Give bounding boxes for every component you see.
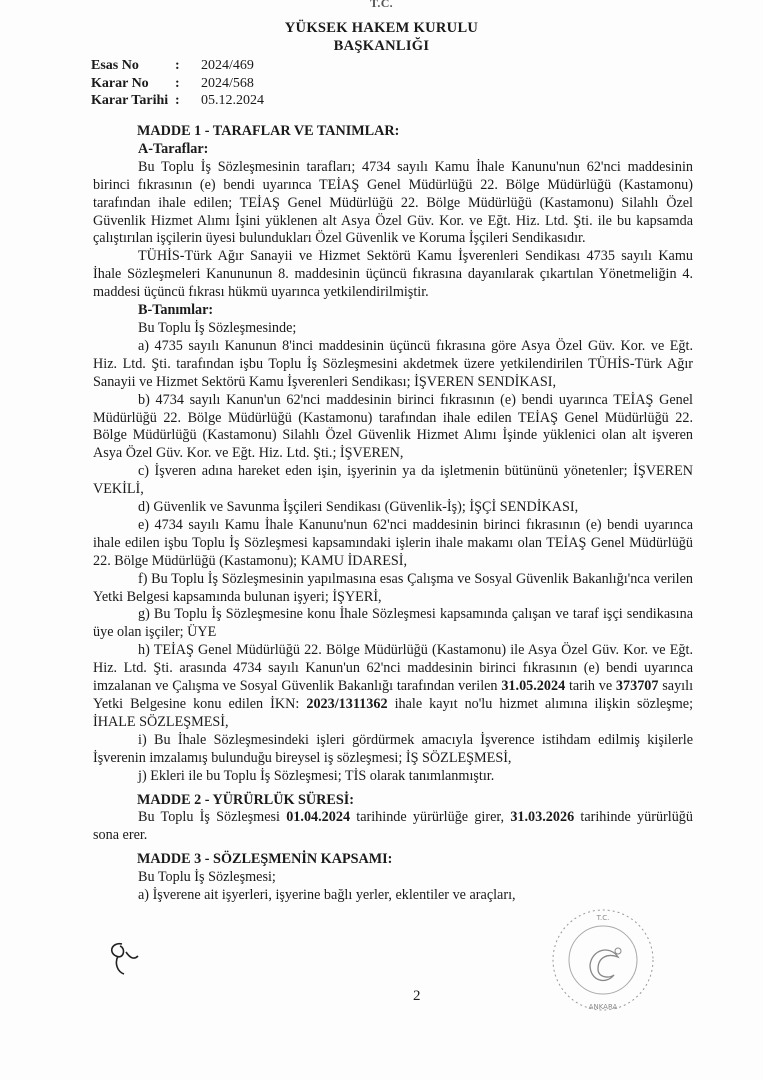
definition-item: e) 4734 sayılı Kamu İhale Kanunu'nun 62'nci maddesinin birinci fıkrasının (e) bendi uyarınca ihale edilen işbu Toplu İş Sözleşmesi kapsamındaki işlerin ihale makamı olan TEİAŞ Genel Müdürlüğü 22. Bölge Müdürlüğü (Kastamonu); KAMU İDARESİ, (93, 516, 693, 569)
header-tc: T.C. (370, 0, 393, 10)
header-department: BAŞKANLIĞI (333, 38, 430, 54)
handwritten-initial-icon (100, 938, 144, 978)
taraflar-title: A-Taraflar: (138, 140, 209, 157)
madde2-paragraph: Bu Toplu İş Sözleşmesi 01.04.2024 tarihinde yürürlüğe girer, 31.03.2026 tarihinde yürürlüğü sona erer. (93, 809, 693, 844)
svg-text:ANKARA: ANKARA (588, 1003, 618, 1011)
meta-key: Karar No (91, 75, 149, 91)
end-date: 31.03.2026 (510, 809, 575, 826)
official-seal-icon (548, 905, 658, 1015)
definition-item: b) 4734 sayılı Kanun'un 62'nci maddesinin birinci fıkrasının (e) bendi uyarınca TEİAŞ Genel Müdürlüğü 22. Bölge Müdürlüğü (Kastamonu) tarafından ihale edilen TEİAŞ Genel Müdürlüğü 22. Bölge Müdürlüğü (Kastamonu) Silahlı Özel Güvenlik Hizmet Alımı İşinde yüklenici olan alt işveren Asya Özel Güv. Kor. ve Eğt. Hiz. Ltd. Şti.; İŞVEREN, (93, 391, 693, 462)
meta-row: Esas No : 2024/469 (91, 58, 254, 73)
svg-text:T.C.: T.C. (596, 914, 610, 922)
start-date: 01.04.2024 (286, 809, 351, 826)
meta-key: Esas No (91, 58, 139, 73)
yetki-number: 373707 (615, 678, 659, 695)
madde3-item: a) İşverene ait işyerleri, işyerine bağlı yerler, eklentiler ve araçları, (138, 887, 516, 904)
case-meta (91, 57, 264, 110)
ikn-number: 2023/1311362 (306, 696, 388, 712)
definition-item-h: h) TEİAŞ Genel Müdürlüğü 22. Bölge Müdürlüğü (Kastamonu) ile Asya Özel Güv. Kor. ve Eğt. Hiz. Ltd. Şti. arasında 4734 sayılı Kanun'un 62'nci maddesinin birinci fıkrasının (e) bendi uyarınca imzalanan ve Çalışma ve Sosyal Güvenlik Bakanlığı tarafından verilen 31.05.2024 tarih ve 373707 sayılı Yetki Belgesine konu edilen İKN: 2023/1311362 ihale kayıt no'lu hizmet alımına ilişkin sözleşme; İHALE SÖZLEŞMESİ, (93, 642, 694, 730)
definition-item: c) İşveren adına hareket eden işin, işyerinin ya da işletmenin bütününü yönetenler; İŞVEREN VEKİLİ, (93, 463, 693, 498)
tanimlar-intro: Bu Toplu İş Sözleşmesinde; (138, 319, 297, 336)
yetki-date: 31.05.2024 (501, 678, 566, 695)
tanimlar-title: B-Tanımlar: (138, 302, 214, 319)
meta-value: 2024/568 (201, 75, 254, 91)
definition-item: g) Bu Toplu İş Sözleşmesine konu İhale Sözleşmesi kapsamında çalışan ve taraf işçi sendikasına üye olan işçiler; ÜYE (93, 606, 693, 641)
definition-item: a) 4735 sayılı Kanunun 8'inci maddesinin üçüncü fıkrasına göre Asya Özel Güv. Kor. ve Eğt. Hiz. Ltd. Şti. tarafından işbu Toplu İş Sözleşmesini akdetmek üzere yetkilendirilen TÜHİS-Türk Ağır Sanayii ve Hizmet Sektörü Kamu İşverenleri Sendikası; İŞVEREN SENDİKASI, (93, 337, 693, 390)
meta-key: Karar Tarihi (91, 93, 169, 108)
meta-value: 05.12.2024 (201, 93, 264, 108)
header-institution: YÜKSEK HAKEM KURULU (284, 20, 479, 36)
definition-item: d) Güvenlik ve Savunma İşçileri Sendikası (Güvenlik-İş); İŞÇİ SENDİKASI, (138, 499, 579, 516)
definition-item: f) Bu Toplu İş Sözleşmesinin yapılmasına esas Çalışma ve Sosyal Güvenlik Bakanlığı'nca verilen Yetki Belgesi kapsamında bulunan işyeri; İŞYERİ, (93, 570, 693, 605)
document-body (93, 123, 693, 905)
taraflar-paragraph: Bu Toplu İş Sözleşmesinin tarafları; 4734 sayılı Kamu İhale Kanunu'nun 62'nci maddesinin birinci fıkrasının (e) bendi uyarınca TEİAŞ Genel Müdürlüğü 22. Bölge Müdürlüğü (Kastamonu) tarafından ihale edilen; TEİAŞ Genel Müdürlüğü 22. Bölge Müdürlüğü (Kastamonu) Silahlı Özel Güvenlik Hizmet Alımı İşini yüklenen alt Asya Özel Güv. Kor. ve Eğt. Hiz. Ltd. Şti. ile bu kapsamda çalıştırılan işçilerin üyesi bulundukları Özel Güvenlik ve Koruma İşçileri Sendikasıdır. (93, 158, 693, 247)
page-number: 2 (413, 988, 421, 1004)
definition-item: i) Bu İhale Sözleşmesindeki işleri gördürmek amacıyla İşverence istihdam edilmiş kişilerle İşverenin imzalamış bulunduğu bireysel iş sözleşmesi; İŞ SÖZLEŞMESİ, (93, 731, 693, 766)
meta-row: Karar No : 2024/568 (91, 75, 254, 91)
meta-row: Karar Tarihi : 05.12.2024 (91, 93, 264, 108)
taraflar-paragraph: TÜHİS-Türk Ağır Sanayii ve Hizmet Sektörü Kamu İşverenleri Sendikası 4735 sayılı Kamu İhale Sözleşmeleri Kanununun 8. maddesinin üçüncü fıkrasına dayanılarak çıkartılan Yönetmeliğin 4. maddesi üçüncü fıkrası hükmü uyarınca yetkilendirilmiştir. (93, 248, 693, 301)
meta-value: 2024/469 (201, 58, 254, 73)
definition-item: j) Ekleri ile bu Toplu İş Sözleşmesi; TİS olarak tanımlanmıştır. (138, 767, 495, 784)
madde3-title: MADDE 3 - SÖZLEŞMENİN KAPSAMI: (137, 851, 393, 868)
madde1-title: MADDE 1 - TARAFLAR VE TANIMLAR: (137, 123, 400, 139)
madde3-intro: Bu Toplu İş Sözleşmesi; (138, 869, 276, 886)
madde2-title: MADDE 2 - YÜRÜRLÜK SÜRESİ: (137, 791, 355, 808)
